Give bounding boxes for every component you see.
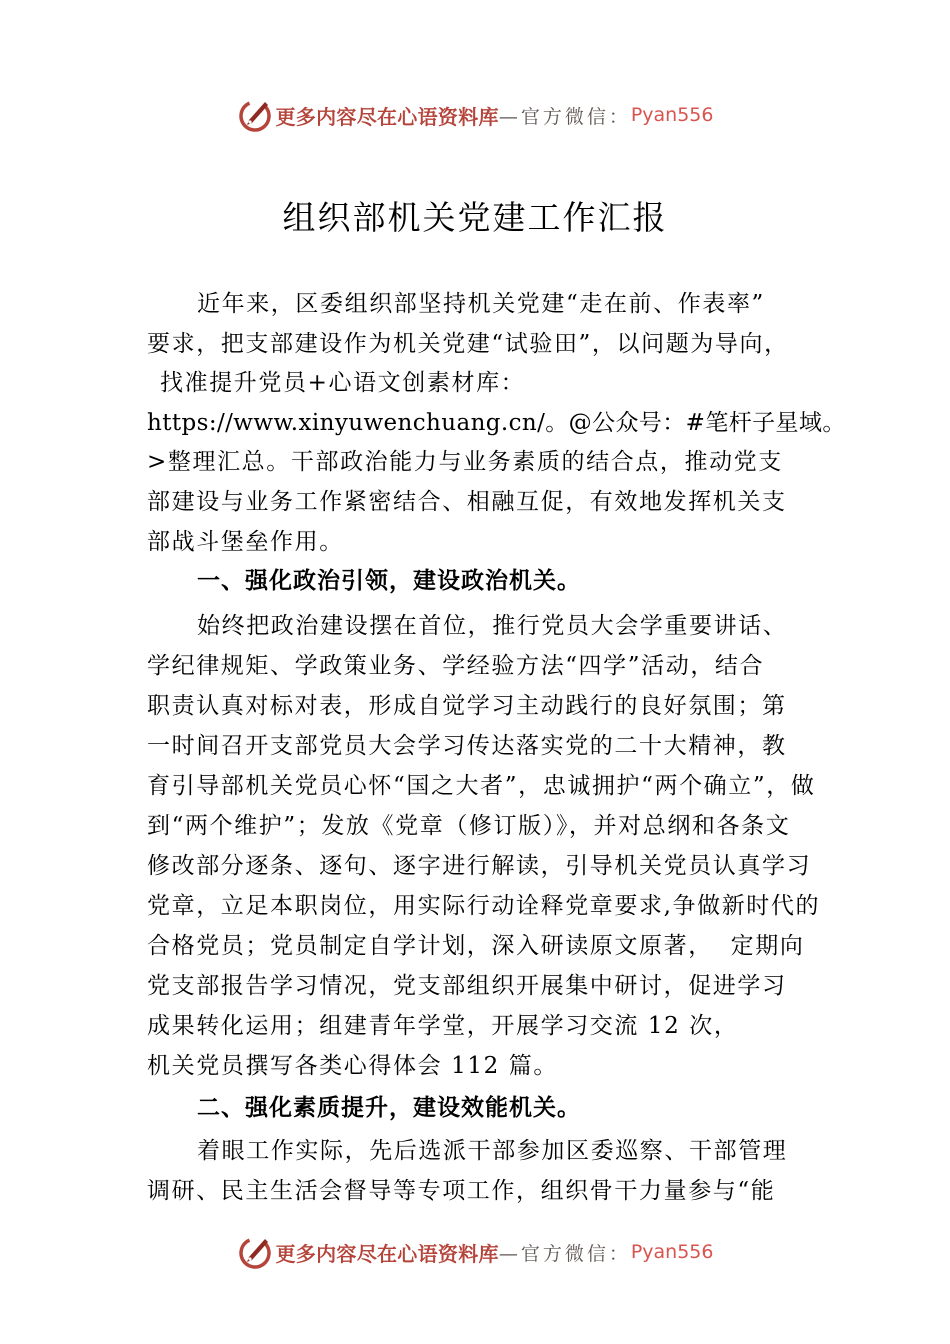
paragraph-line: 一时间召开支部党员大会学习传达落实党的二十大精神，教 <box>147 732 787 759</box>
header-banner <box>0 95 950 135</box>
section-heading-2: 二、强化素质提升，建设效能机关。 <box>197 1094 581 1121</box>
banner-wechat-label: —官方微信： <box>498 1242 631 1265</box>
pen-seal-icon <box>237 97 273 133</box>
paragraph-line: 找准提升党员+心语文创素材库： <box>160 370 526 397</box>
pen-seal-icon <box>237 1234 273 1270</box>
paragraph-line: 近年来，区委组织部坚持机关党建“走在前、作表率” <box>197 291 765 317</box>
paragraph-line: 着眼工作实际，先后选派干部参加区委巡察、干部管理 <box>197 1138 788 1165</box>
paragraph-line: 合格党员；党员制定自学计划，深入研读原文原著， 定期向 <box>147 932 805 959</box>
intro-paragraph <box>147 285 847 562</box>
document-title: 组织部机关党建工作汇报 <box>282 198 668 237</box>
banner-wechat-label: —官方微信： <box>498 105 631 128</box>
paragraph-line: >整理汇总。干部政治能力与业务素质的结合点，推动党支 <box>147 449 783 476</box>
paragraph-line: 育引导部机关党员心怀“国之大者”，忠诚拥护“两个确立”，做 <box>147 772 816 799</box>
banner-brand-text: 更多内容尽在心语资料库 <box>275 104 499 129</box>
footer-banner <box>0 1232 950 1272</box>
section-heading-1: 一、强化政治引领，建设政治机关。 <box>197 568 581 595</box>
paragraph-line: 部战斗堡垒作用。 <box>147 528 344 555</box>
paragraph-line: 学纪律规矩、学政策业务、学经验方法“四学”活动，结合 <box>147 652 765 679</box>
document-body <box>147 285 847 1211</box>
paragraph-line: 调研、民主生活会督导等专项工作，组织骨干力量参与“能 <box>147 1178 776 1205</box>
paragraph-line: 机关党员撰写各类心得体会 112 篇。 <box>147 1052 558 1079</box>
banner-wechat-id: Pyan556 <box>630 1241 714 1263</box>
paragraph-line: 部建设与业务工作紧密结合、相融互促，有效地发挥机关支 <box>147 488 787 515</box>
paragraph-line: 党支部报告学习情况，党支部组织开展集中研讨，促进学习 <box>147 972 787 999</box>
paragraph-line: 成果转化运用；组建青年学堂，开展学习交流 12 次， <box>147 1012 739 1039</box>
section-2-paragraph <box>147 1131 847 1211</box>
paragraph-line: 修改部分逐条、逐句、逐字进行解读，引导机关党员认真学习 <box>147 852 812 879</box>
section-1-paragraph <box>147 606 847 1086</box>
banner-wechat-id: Pyan556 <box>630 104 714 126</box>
paragraph-line: https://www.xinyuwenchuang.cn/。@公众号：#笔杆子星域。 <box>147 409 846 436</box>
paragraph-line: 到“两个维护”；发放《党章（修订版）》，并对总纲和各条文 <box>147 812 791 839</box>
paragraph-line: 职责认真对标对表，形成自觉学习主动践行的良好氛围；第 <box>147 692 787 719</box>
paragraph-line: 要求，把支部建设作为机关党建“试验田”，以问题为导向， <box>147 330 789 357</box>
paragraph-line: 党章，立足本职岗位，用实际行动诠释党章要求,争做新时代的 <box>147 892 821 919</box>
banner-brand-text: 更多内容尽在心语资料库 <box>275 1241 499 1266</box>
paragraph-line: 始终把政治建设摆在首位，推行党员大会学重要讲话、 <box>197 612 788 639</box>
